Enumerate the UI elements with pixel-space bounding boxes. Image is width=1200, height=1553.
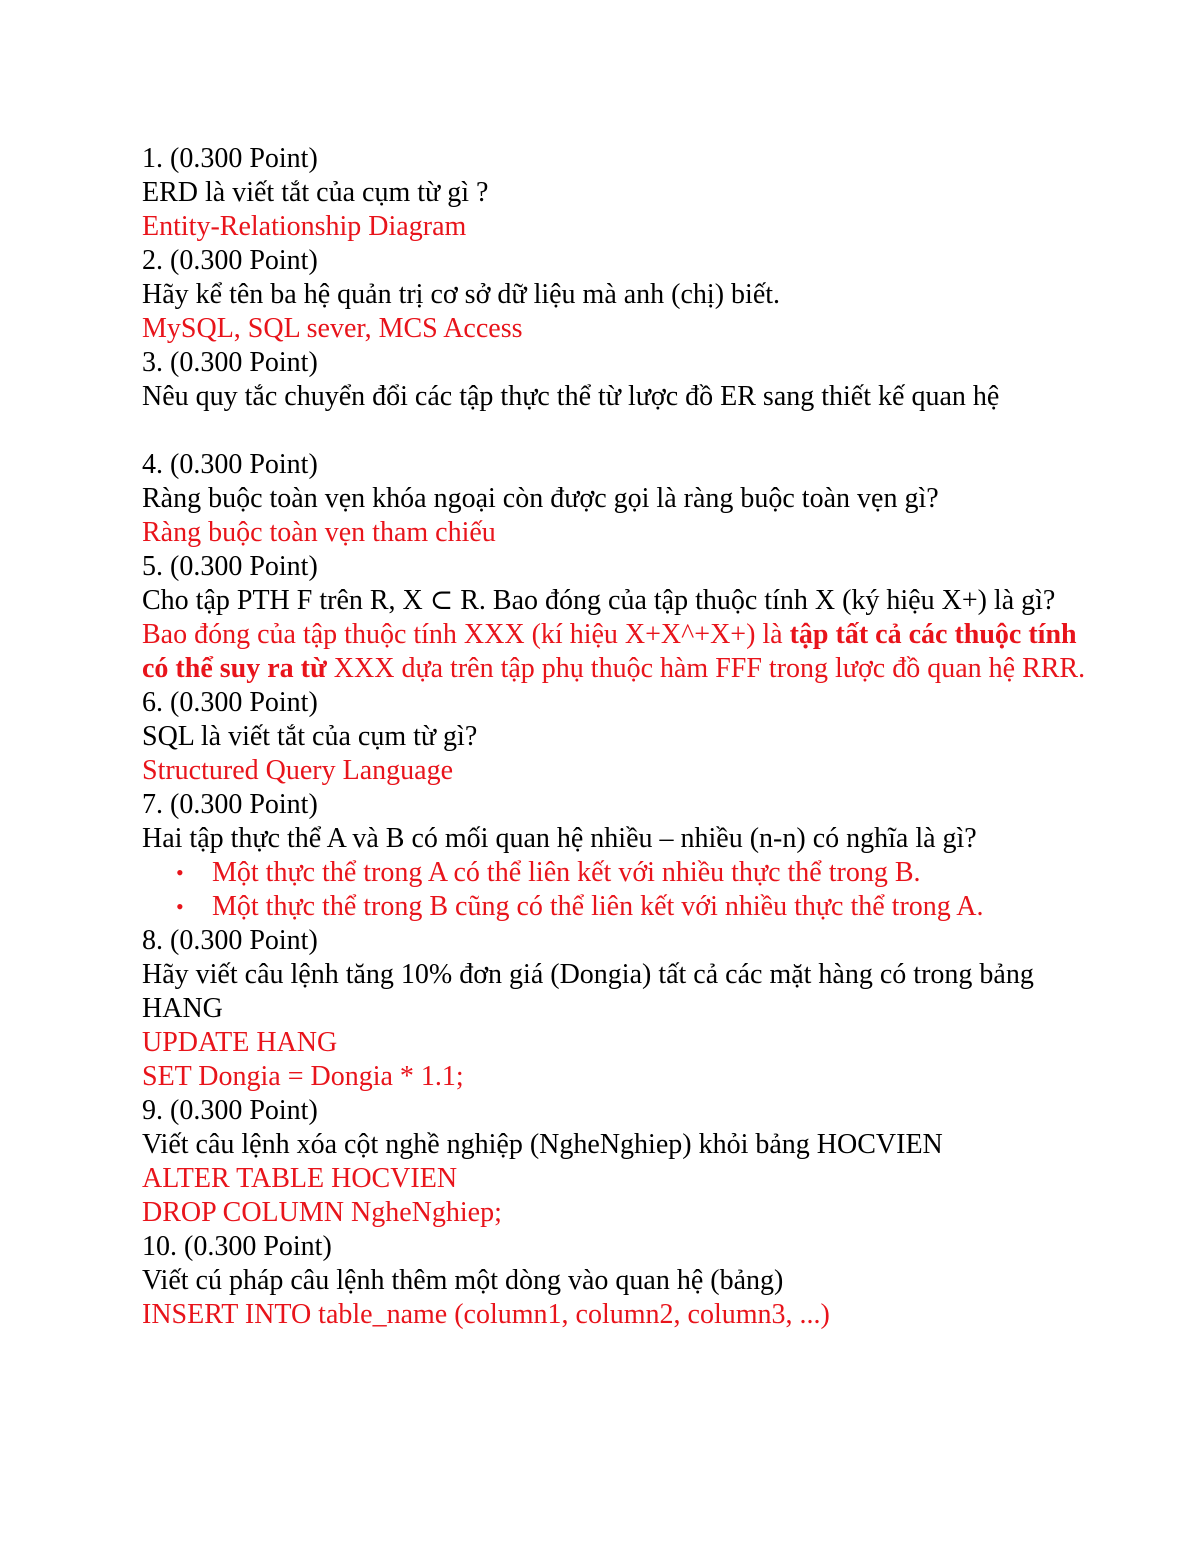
question-9-text: Viết câu lệnh xóa cột nghề nghiệp (NgheNghiep) khỏi bảng HOCVIEN [142, 1129, 943, 1160]
blank-line [142, 414, 1102, 448]
answer-1: Entity-Relationship Diagram [142, 211, 467, 242]
question-2-text: Hãy kể tên ba hệ quản trị cơ sở dữ liệu mà anh (chị) biết. [142, 279, 781, 310]
answer-10: INSERT INTO table_name (column1, column2, column3, ...) [142, 1299, 830, 1330]
question-6-text: SQL là viết tắt của cụm từ gì? [142, 721, 478, 752]
answer-8-line-2: SET Dongia = Dongia * 1.1; [142, 1061, 464, 1092]
document-body [142, 142, 1102, 1332]
answer-5-bold-part: tập tất cả các thuộc tính có thể suy ra từ [142, 619, 1077, 684]
question-2-header: 2. (0.300 Point) [142, 245, 318, 276]
answer-7-bullet-1 [142, 856, 1102, 890]
answer-7-bullet-2 [142, 890, 1102, 924]
question-3-text: Nêu quy tắc chuyển đổi các tập thực thể từ lược đồ ER sang thiết kế quan hệ [142, 381, 1000, 412]
question-8-header: 8. (0.300 Point) [142, 925, 318, 956]
question-9-header: 9. (0.300 Point) [142, 1095, 318, 1126]
question-5-header: 5. (0.300 Point) [142, 551, 318, 582]
answer-9-line-1: ALTER TABLE HOCVIEN [142, 1163, 458, 1194]
answer-4: Ràng buộc toàn vẹn tham chiếu [142, 517, 496, 548]
answer-2: MySQL, SQL sever, MCS Access [142, 313, 523, 344]
answer-5-part-1: Bao đóng của tập thuộc tính XXX (kí hiệu X+X^+X+) là [142, 619, 790, 650]
answer-6: Structured Query Language [142, 755, 453, 786]
question-8-text: Hãy viết câu lệnh tăng 10% đơn giá (Dongia) tất cả các mặt hàng có trong bảng HANG [142, 959, 1034, 1024]
question-6-header: 6. (0.300 Point) [142, 687, 318, 718]
question-7-text: Hai tập thực thể A và B có mối quan hệ nhiều – nhiều (n-n) có nghĩa là gì? [142, 823, 977, 854]
answer-7-bullet-2-text: Một thực thể trong B cũng có thể liên kết với nhiều thực thể trong A. [212, 891, 984, 922]
bullet-icon: • [176, 894, 184, 919]
question-10-header: 10. (0.300 Point) [142, 1231, 332, 1262]
answer-9-line-2: DROP COLUMN NgheNghiep; [142, 1197, 502, 1228]
question-1-header: 1. (0.300 Point) [142, 143, 318, 174]
question-4-text: Ràng buộc toàn vẹn khóa ngoại còn được gọi là ràng buộc toàn vẹn gì? [142, 483, 939, 514]
answer-7-bullet-1-text: Một thực thể trong A có thể liên kết với nhiều thực thể trong B. [212, 857, 921, 888]
question-4-header: 4. (0.300 Point) [142, 449, 318, 480]
question-5-text: Cho tập PTH F trên R, X ⊂ R. Bao đóng của tập thuộc tính X (ký hiệu X+) là gì? [142, 585, 1056, 616]
answer-5 [142, 618, 1102, 686]
answer-7-list [142, 856, 1102, 924]
question-1-text: ERD là viết tắt của cụm từ gì ? [142, 177, 489, 208]
question-10-text: Viết cú pháp câu lệnh thêm một dòng vào quan hệ (bảng) [142, 1265, 784, 1296]
question-7-header: 7. (0.300 Point) [142, 789, 318, 820]
question-3-header: 3. (0.300 Point) [142, 347, 318, 378]
bullet-icon: • [176, 860, 184, 885]
answer-8-line-1: UPDATE HANG [142, 1027, 338, 1058]
answer-5-part-2: XXX dựa trên tập phụ thuộc hàm FFF trong lược đồ quan hệ RRR. [326, 653, 1086, 684]
